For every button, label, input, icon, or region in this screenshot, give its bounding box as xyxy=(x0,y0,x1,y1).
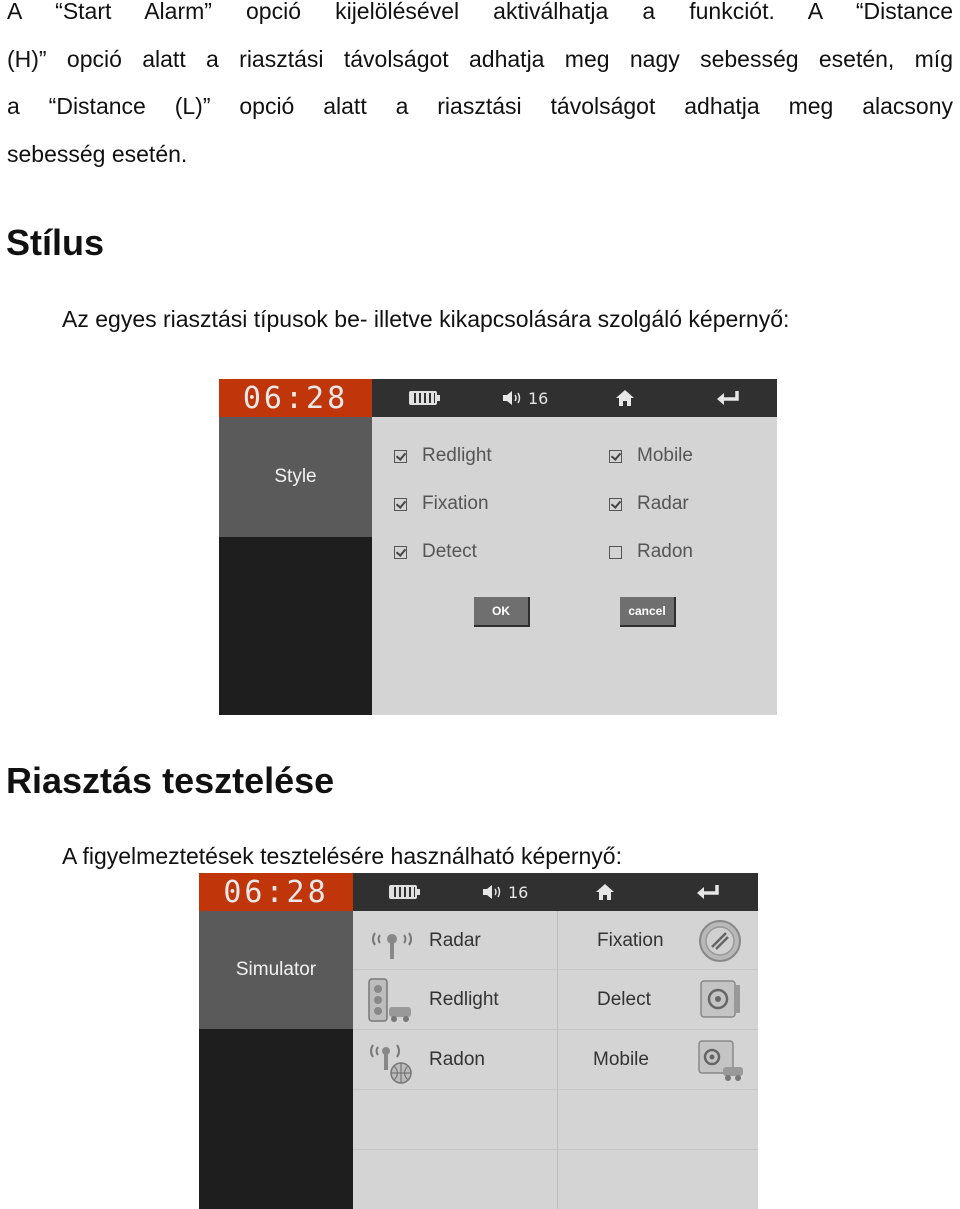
option-redlight[interactable] xyxy=(394,445,492,467)
sidebar-item-simulator[interactable]: Simulator xyxy=(199,911,353,1029)
volume-indicator[interactable] xyxy=(482,873,528,911)
home-button[interactable] xyxy=(615,379,635,417)
grid-divider xyxy=(353,1089,758,1090)
mobile-icon[interactable] xyxy=(697,1037,745,1083)
section-heading-style: Stílus xyxy=(6,222,105,263)
sim-label-redlight[interactable]: Redlight xyxy=(429,989,499,1010)
option-label: Fixation xyxy=(422,493,489,514)
sidebar xyxy=(219,417,372,715)
back-icon xyxy=(695,883,721,901)
radon-icon[interactable] xyxy=(367,1039,415,1085)
sim-label-fixation[interactable]: Fixation xyxy=(597,930,664,951)
section-lead-test: A figyelmeztetések tesztelésére használható képernyő: xyxy=(62,843,622,869)
intro-line: sebesség esetén. xyxy=(7,140,188,167)
option-label: Mobile xyxy=(637,445,693,466)
home-icon xyxy=(595,883,615,901)
checkbox[interactable] xyxy=(394,498,407,511)
battery-icon xyxy=(389,873,417,911)
option-detect[interactable] xyxy=(394,541,477,563)
back-button[interactable] xyxy=(715,379,741,417)
back-icon xyxy=(715,389,741,407)
option-radar[interactable] xyxy=(609,493,689,515)
sidebar xyxy=(199,911,353,1209)
volume-level: 16 xyxy=(528,388,549,408)
intro-line: a “Distance (L)” opció alatt a riasztási távolságot adhatja meg alacsony xyxy=(7,93,953,119)
style-screen xyxy=(219,379,777,715)
grid-divider xyxy=(557,911,558,1209)
section-lead-style: Az egyes riasztási típusok be- illetve kikapcsolására szolgáló képernyő: xyxy=(62,306,790,332)
option-label: Detect xyxy=(422,541,477,562)
option-label: Radon xyxy=(637,541,693,562)
clock: 06:28 xyxy=(219,379,372,417)
option-mobile[interactable] xyxy=(609,445,693,467)
intro-line: (H)” opció alatt a riasztási távolságot adhatja meg nagy sebesség esetén, míg xyxy=(7,45,953,72)
ok-button[interactable]: OK xyxy=(474,597,530,627)
home-button[interactable] xyxy=(595,873,615,911)
sidebar-item-style[interactable]: Style xyxy=(219,417,372,537)
sim-label-radar[interactable]: Radar xyxy=(429,930,481,951)
back-button[interactable] xyxy=(695,873,721,911)
checkbox[interactable] xyxy=(609,546,622,559)
checkbox[interactable] xyxy=(394,450,407,463)
cancel-button[interactable]: cancel xyxy=(620,597,676,627)
section-heading-test: Riasztás tesztelése xyxy=(6,760,335,801)
checkbox[interactable] xyxy=(394,546,407,559)
grid-divider xyxy=(353,1149,758,1150)
traffic-light-icon[interactable] xyxy=(367,977,415,1025)
option-label: Redlight xyxy=(422,445,492,466)
option-fixation[interactable] xyxy=(394,493,489,515)
volume-icon xyxy=(482,884,504,900)
checkbox[interactable] xyxy=(609,450,622,463)
grid-divider xyxy=(353,1029,758,1030)
clock: 06:28 xyxy=(199,873,353,911)
intro-line: A “Start Alarm” opció kijelölésével aktiválhatja a funkciót. A “Distance xyxy=(7,0,953,24)
home-icon xyxy=(615,389,635,407)
sim-label-radon[interactable]: Radon xyxy=(429,1049,485,1070)
radar-icon[interactable] xyxy=(369,927,415,961)
checkbox[interactable] xyxy=(609,498,622,511)
grid-divider xyxy=(353,969,758,970)
simulator-screen xyxy=(199,873,758,1209)
intro-paragraph xyxy=(7,0,953,178)
sim-label-mobile[interactable]: Mobile xyxy=(593,1049,649,1070)
battery-icon xyxy=(409,379,437,417)
detect-icon[interactable] xyxy=(697,977,743,1023)
volume-level: 16 xyxy=(508,882,529,902)
option-label: Radar xyxy=(637,493,689,514)
option-radon[interactable] xyxy=(609,541,693,563)
volume-icon xyxy=(502,390,524,406)
volume-indicator[interactable] xyxy=(502,379,548,417)
fixation-icon[interactable] xyxy=(697,919,743,963)
sim-label-detect[interactable]: Delect xyxy=(597,989,651,1010)
